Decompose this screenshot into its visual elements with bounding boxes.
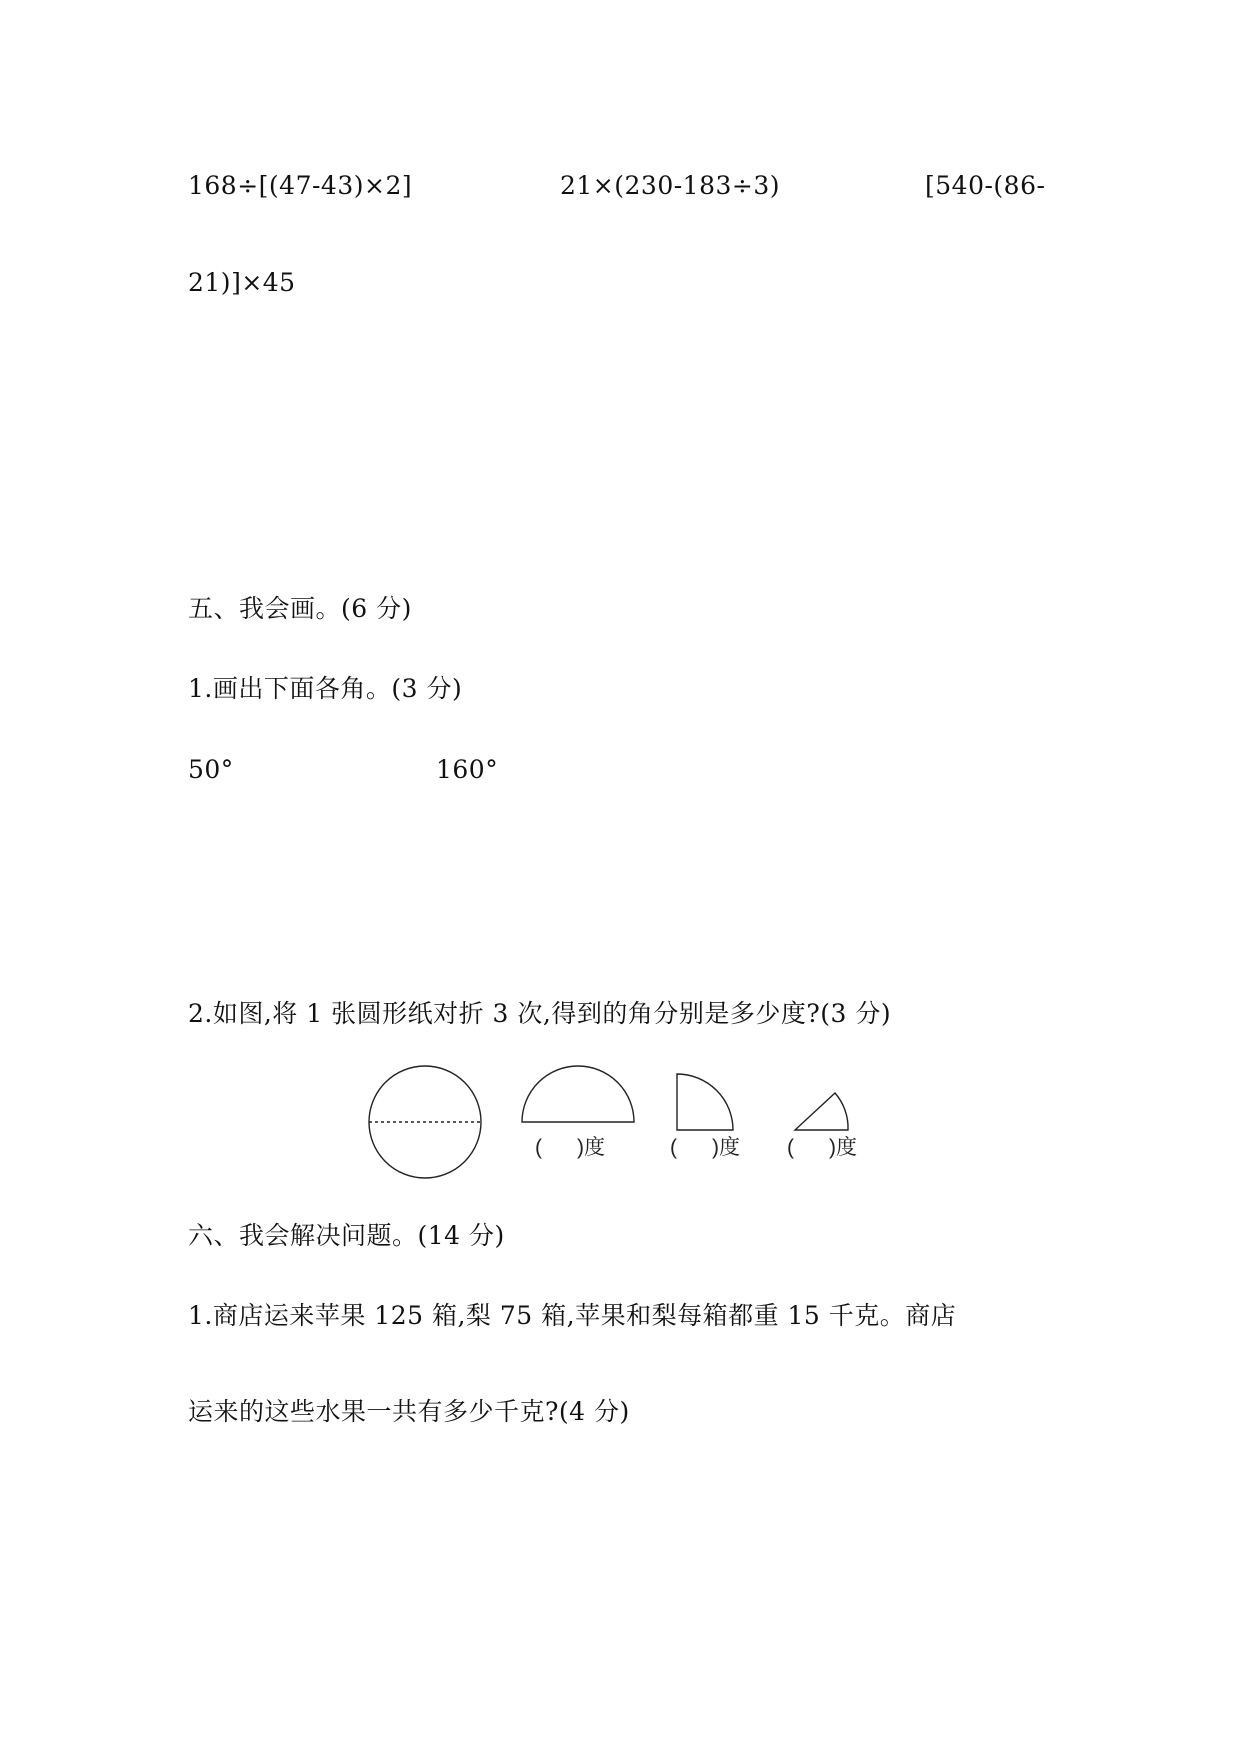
angle-160-label: 160° <box>436 755 499 784</box>
eighth-sector-shape <box>795 1093 848 1130</box>
question-6-1-line-1: 1.商店运来苹果 125 箱,梨 75 箱,苹果和梨每箱都重 15 千克。商店 <box>188 1301 957 1330</box>
question-6-1-line-2: 运来的这些水果一共有多少千克?(4 分) <box>188 1397 630 1426</box>
section-5-heading: 五、我会画。(6 分) <box>188 594 412 623</box>
eighth-sector-degree-blank: ( )度 <box>787 1136 857 1159</box>
expression-2: 21×(230-183÷3) <box>560 171 781 200</box>
quarter-circle-degree-blank: ( )度 <box>670 1136 740 1159</box>
expression-3-part-2: 21)]×45 <box>188 268 296 297</box>
angle-50-label: 50° <box>188 755 234 784</box>
expression-1: 168÷[(47-43)×2] <box>188 171 413 200</box>
question-5-1: 1.画出下面各角。(3 分) <box>188 674 463 703</box>
question-5-2: 2.如图,将 1 张圆形纸对折 3 次,得到的角分别是多少度?(3 分) <box>188 999 892 1028</box>
expression-3-part-1: [540-(86- <box>925 171 1046 200</box>
half-circle-shape <box>522 1066 634 1122</box>
half-circle-degree-blank: ( )度 <box>535 1136 605 1159</box>
section-6-heading: 六、我会解决问题。(14 分) <box>188 1221 505 1250</box>
quarter-circle-shape <box>677 1074 733 1130</box>
